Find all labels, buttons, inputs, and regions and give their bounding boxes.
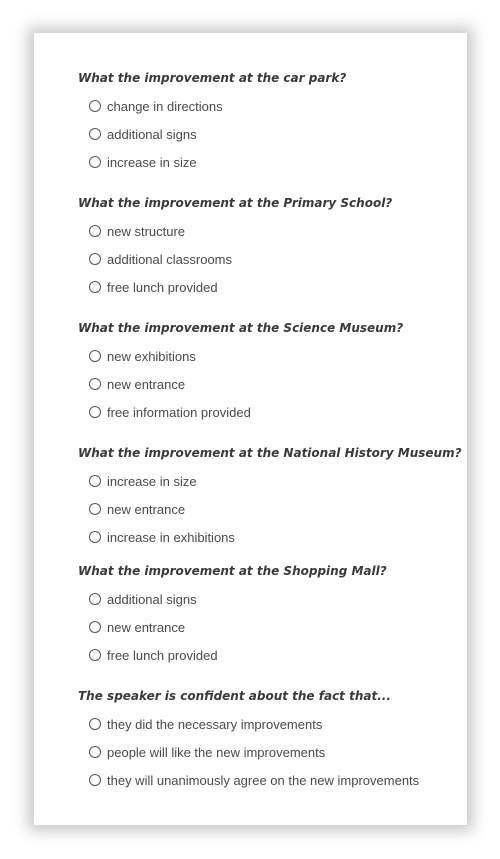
option-unanimously-agree[interactable] — [78, 766, 458, 794]
option-necessary-improvements[interactable] — [78, 710, 458, 738]
option-additional-signs[interactable] — [78, 585, 458, 613]
option-label: increase in size — [107, 473, 197, 489]
option-label: increase in size — [107, 154, 197, 170]
question-shopping-mall — [78, 563, 458, 669]
question-title: What the improvement at the car park? — [78, 71, 347, 85]
option-free-lunch-provided[interactable] — [78, 273, 458, 301]
question-car-park — [78, 70, 458, 176]
option-increase-in-size[interactable] — [78, 148, 458, 176]
quiz-card — [34, 33, 467, 825]
radio-unchecked-icon[interactable] — [89, 746, 101, 758]
question-national-history-museum — [78, 445, 462, 551]
option-label: additional signs — [107, 126, 197, 142]
option-label: they will unanimously agree on the new improvements — [107, 772, 420, 788]
option-new-entrance[interactable] — [78, 495, 458, 523]
radio-unchecked-icon[interactable] — [89, 253, 101, 265]
radio-unchecked-icon[interactable] — [89, 128, 101, 140]
option-label: change in directions — [107, 98, 223, 114]
question-primary-school — [78, 195, 458, 301]
option-label: new structure — [107, 223, 186, 239]
question-title: What the improvement at the Science Museum? — [78, 321, 404, 335]
option-free-lunch-provided[interactable] — [78, 641, 458, 669]
option-free-information-provided[interactable] — [78, 398, 458, 426]
radio-unchecked-icon[interactable] — [89, 100, 101, 112]
option-label: additional classrooms — [107, 251, 233, 267]
radio-unchecked-icon[interactable] — [89, 406, 101, 418]
option-label: new entrance — [107, 619, 186, 635]
option-new-exhibitions[interactable] — [78, 342, 458, 370]
question-science-museum — [78, 320, 458, 426]
radio-unchecked-icon[interactable] — [89, 621, 101, 633]
radio-unchecked-icon[interactable] — [89, 593, 101, 605]
radio-unchecked-icon[interactable] — [89, 156, 101, 168]
radio-unchecked-icon[interactable] — [89, 649, 101, 661]
option-new-entrance[interactable] — [78, 613, 458, 641]
radio-unchecked-icon[interactable] — [89, 350, 101, 362]
option-label: people will like the new improvements — [107, 744, 326, 760]
option-people-like-improvements[interactable] — [78, 738, 458, 766]
radio-unchecked-icon[interactable] — [89, 475, 101, 487]
question-title: What the improvement at the Shopping Mall? — [78, 564, 387, 578]
option-new-entrance[interactable] — [78, 370, 458, 398]
radio-unchecked-icon[interactable] — [89, 378, 101, 390]
radio-unchecked-icon[interactable] — [89, 225, 101, 237]
option-additional-classrooms[interactable] — [78, 245, 458, 273]
option-label: new exhibitions — [107, 348, 196, 364]
option-label: free lunch provided — [107, 647, 218, 663]
option-label: new entrance — [107, 376, 186, 392]
option-new-structure[interactable] — [78, 217, 458, 245]
option-label: increase in exhibitions — [107, 529, 235, 545]
option-increase-in-size[interactable] — [78, 467, 458, 495]
radio-unchecked-icon[interactable] — [89, 531, 101, 543]
option-additional-signs[interactable] — [78, 120, 458, 148]
option-label: free information provided — [107, 404, 251, 420]
radio-unchecked-icon[interactable] — [89, 774, 101, 786]
option-label: free lunch provided — [107, 279, 218, 295]
option-increase-in-exhibitions[interactable] — [78, 523, 458, 551]
question-title: What the improvement at the National History Museum? — [78, 446, 462, 460]
radio-unchecked-icon[interactable] — [89, 281, 101, 293]
question-speaker-confident — [78, 688, 458, 794]
question-title: What the improvement at the Primary School? — [78, 196, 393, 210]
option-label: new entrance — [107, 501, 186, 517]
option-change-in-directions[interactable] — [78, 92, 458, 120]
radio-unchecked-icon[interactable] — [89, 718, 101, 730]
option-label: additional signs — [107, 591, 197, 607]
radio-unchecked-icon[interactable] — [89, 503, 101, 515]
question-title: The speaker is confident about the fact that... — [78, 689, 391, 703]
option-label: they did the necessary improvements — [107, 716, 323, 732]
